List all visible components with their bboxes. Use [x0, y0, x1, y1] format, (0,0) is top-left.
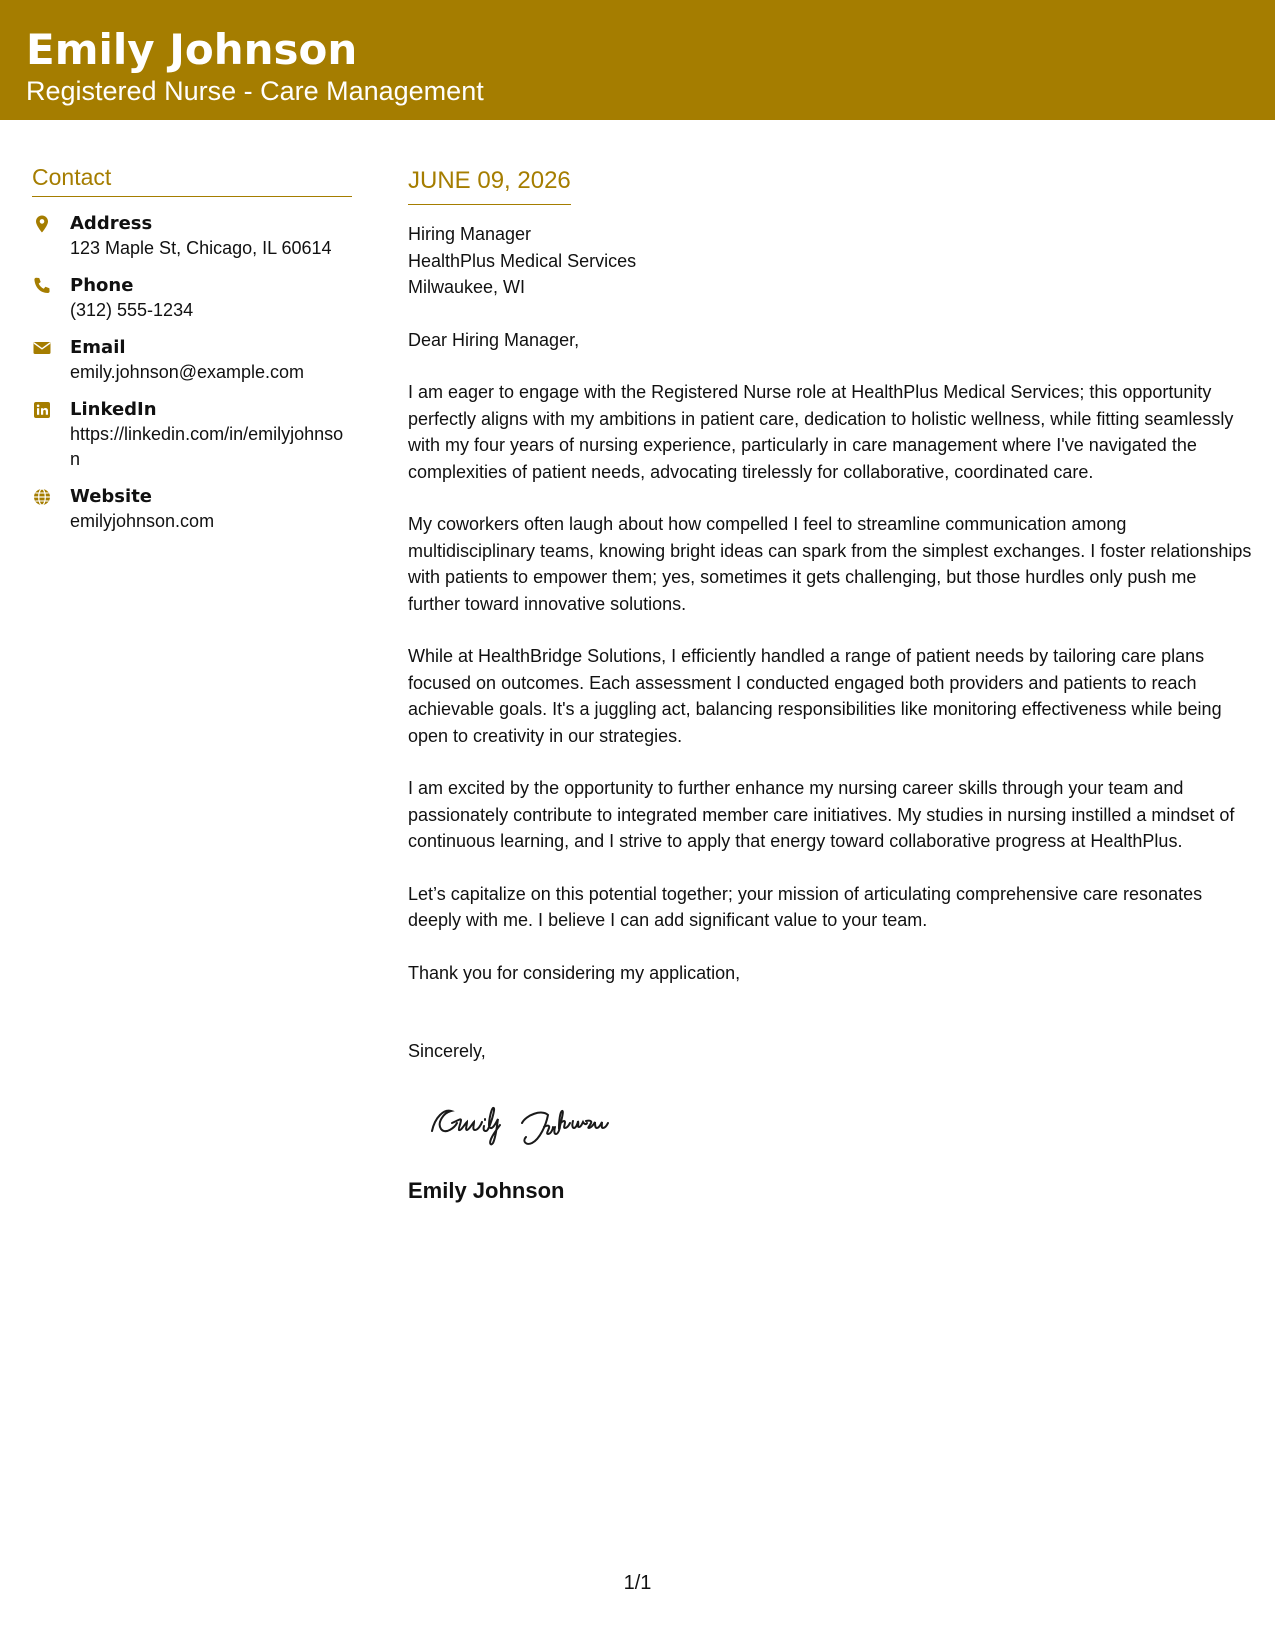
contact-label-phone: Phone	[70, 275, 134, 296]
contact-value-website[interactable]: emilyjohnson.com	[70, 511, 215, 531]
body-paragraph: I am excited by the opportunity to further enhance my nursing career skills through your team and passionately contribute to integrated member care initiatives. My studies in nursing instilled a mindset of continuous learning, and I strive to apply that energy toward collaborative progress at HealthPlus.	[408, 778, 1235, 851]
header-banner	[0, 0, 1275, 120]
signed-name: Emily Johnson	[408, 1177, 565, 1203]
contact-label-linkedin: LinkedIn	[70, 399, 157, 420]
contact-value-linkedin[interactable]: https://linkedin.com/in/emilyjohnson	[70, 424, 344, 469]
globe-icon	[32, 487, 52, 507]
candidate-name: Emily Johnson	[26, 25, 358, 74]
body-paragraph: My coworkers often laugh about how compelled I feel to streamline communication among multidisciplinary teams, knowing bright ideas can spark from the simplest exchanges. I foster relationships with patients to empower them; yes, sometimes it gets challenging, but those hurdles only push me further toward innovative solutions.	[408, 514, 1252, 614]
recipient-company: HealthPlus Medical Services	[408, 250, 637, 271]
contact-label-address: Address	[70, 213, 153, 234]
body-paragraph: Let’s capitalize on this potential together; your mission of articulating comprehensive care resonates deeply with me. I believe I can add significant value to your team.	[408, 883, 1203, 930]
recipient-title: Hiring Manager	[408, 224, 532, 244]
contact-sidebar	[32, 162, 352, 546]
contact-label-website: Website	[70, 486, 153, 507]
contact-email	[32, 335, 352, 385]
recipient-block	[408, 221, 1253, 301]
handwritten-signature	[426, 1093, 666, 1153]
candidate-subtitle: Registered Nurse - Care Management	[26, 76, 484, 106]
letter-date: JUNE 09, 2026	[408, 166, 571, 205]
body-paragraph: While at HealthBridge Solutions, I efficiently handled a range of patient needs by tailoring care plans focused on outcomes. Each assessment I conducted engaged both providers and patients to reach achievable goals. It's a juggling act, balancing responsibilities like monitoring effectiveness while being open to creativity in our strategies.	[408, 646, 1222, 746]
linkedin-icon	[32, 400, 52, 420]
thanks-line: Thank you for considering my application,	[408, 962, 741, 983]
phone-icon	[32, 276, 52, 296]
contact-value-email: emily.johnson@example.com	[70, 362, 305, 382]
map-pin-icon	[32, 214, 52, 234]
recipient-location: Milwaukee, WI	[408, 277, 526, 297]
envelope-icon	[32, 338, 52, 358]
spacer	[408, 1012, 1253, 1038]
contact-heading: Contact	[32, 162, 352, 197]
letter-body	[408, 166, 1253, 1205]
page-number: 1/1	[623, 1572, 652, 1594]
contact-phone	[32, 273, 352, 323]
salutation: Dear Hiring Manager,	[408, 329, 580, 350]
contact-value-address: 123 Maple St, Chicago, IL 60614	[70, 238, 332, 258]
body-paragraph: I am eager to engage with the Registered Nurse role at HealthPlus Medical Services; this opportunity perfectly aligns with my ambitions in patient care, dedication to holistic wellness, while fitting seamlessly with my four years of nursing experience, particularly in care management where I've navigated the complexities of patient needs, advocating tirelessly for collaborative, coordinated care.	[408, 382, 1234, 482]
contact-website	[32, 484, 352, 534]
closing-line: Sincerely,	[408, 1041, 486, 1061]
contact-linkedin	[32, 397, 352, 472]
contact-value-phone: (312) 555-1234	[70, 300, 194, 320]
contact-address	[32, 211, 352, 261]
contact-label-email: Email	[70, 337, 126, 358]
